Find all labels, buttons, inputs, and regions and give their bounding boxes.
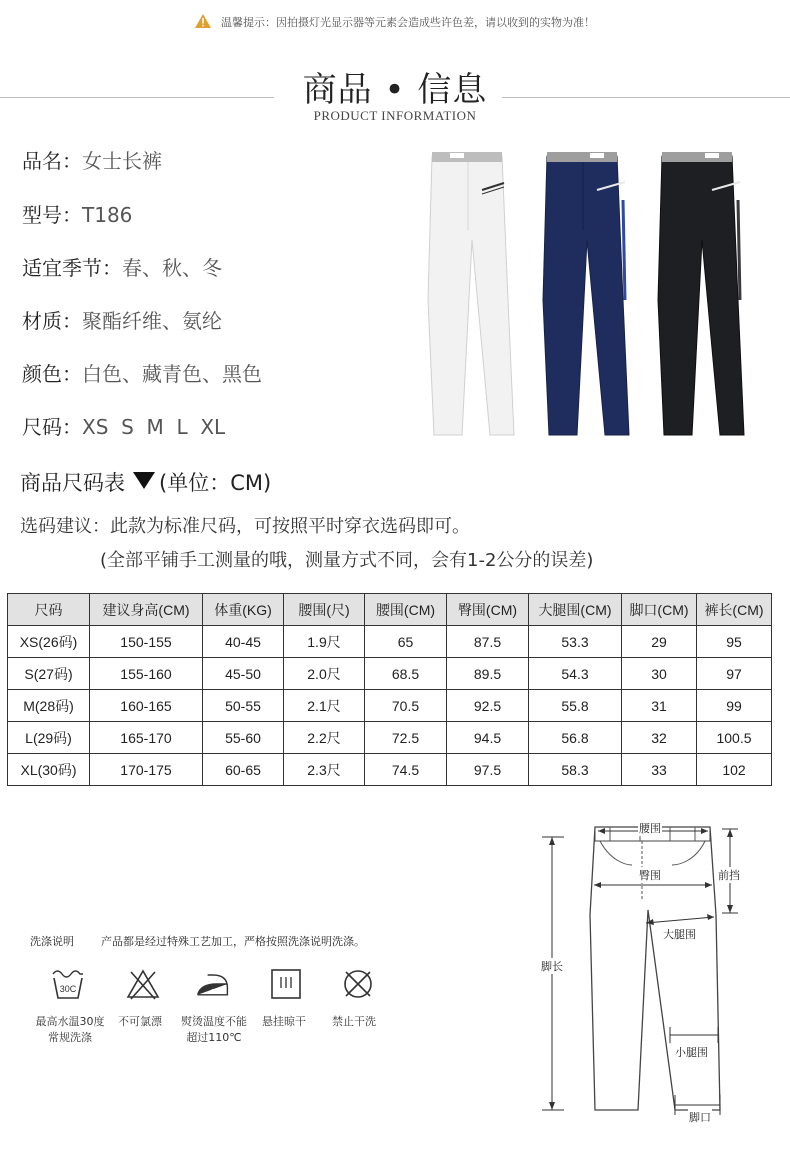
- table-cell: 60-65: [203, 754, 284, 786]
- table-cell: 170-175: [90, 754, 203, 786]
- table-cell: 72.5: [365, 722, 447, 754]
- table-cell: 54.3: [529, 658, 622, 690]
- table-row: [8, 626, 772, 658]
- info-row-size: 尺码：XS S M L XL: [22, 415, 226, 439]
- care-label-dryclean: 禁止干洗: [332, 1015, 376, 1028]
- table-cell: 87.5: [447, 626, 529, 658]
- table-cell: 2.3尺: [284, 754, 365, 786]
- hang-dry-icon: [268, 966, 304, 1002]
- table-cell: 155-160: [90, 658, 203, 690]
- size-chart-heading: 商品尺码表 (单位：CM): [20, 471, 272, 495]
- table-header-row: [8, 594, 772, 626]
- table-cell: 2.0尺: [284, 658, 365, 690]
- table-cell: 97: [697, 658, 772, 690]
- table-cell: 55-60: [203, 722, 284, 754]
- table-row: [8, 722, 772, 754]
- table-cell: 58.3: [529, 754, 622, 786]
- info-row-name: 品名：女士长裤: [22, 149, 162, 173]
- no-dry-clean-icon: [340, 966, 376, 1002]
- table-header-cell: 大腿围(CM): [529, 594, 622, 626]
- table-cell: 89.5: [447, 658, 529, 690]
- table-cell: 33: [622, 754, 697, 786]
- diagram-label-thigh: 大腿围: [663, 928, 696, 941]
- section-title: 商品 • 信息: [302, 70, 488, 110]
- care-label-iron: 熨烫温度不能 超过110℃: [181, 1015, 247, 1044]
- pants-photo-black: [650, 150, 755, 440]
- notice-bar: [0, 14, 790, 31]
- table-cell: 53.3: [529, 626, 622, 658]
- triangle-down-icon: [133, 472, 155, 489]
- table-cell: 102: [697, 754, 772, 786]
- table-cell: 74.5: [365, 754, 447, 786]
- warning-icon: [195, 14, 211, 31]
- table-cell: 150-155: [90, 626, 203, 658]
- care-label-wash: 最高水温30度 常规洗涤: [35, 1015, 105, 1044]
- diagram-label-calf: 小腿围: [675, 1046, 708, 1059]
- table-header-cell: 脚口(CM): [622, 594, 697, 626]
- table-cell: 68.5: [365, 658, 447, 690]
- pants-photo-navy: [535, 150, 640, 440]
- table-row: [8, 754, 772, 786]
- table-cell: 40-45: [203, 626, 284, 658]
- table-cell: 50-55: [203, 690, 284, 722]
- diagram-label-hip: 臀围: [639, 869, 661, 882]
- size-table: [7, 593, 772, 786]
- info-row-season: 适宜季节：春、秋、冬: [22, 256, 222, 280]
- svg-text:30C: 30C: [59, 984, 77, 994]
- iron-icon: [195, 966, 231, 1002]
- table-row: [8, 658, 772, 690]
- table-cell: 1.9尺: [284, 626, 365, 658]
- table-cell: 100.5: [697, 722, 772, 754]
- table-cell: 65: [365, 626, 447, 658]
- table-cell: 99: [697, 690, 772, 722]
- table-cell: 95: [697, 626, 772, 658]
- table-cell: 30: [622, 658, 697, 690]
- wash-30-icon: [50, 966, 86, 1002]
- info-row-model: 型号：T186: [22, 203, 133, 227]
- table-cell: 29: [622, 626, 697, 658]
- table-cell: 32: [622, 722, 697, 754]
- diagram-label-hem: 脚口: [689, 1111, 711, 1124]
- measurement-diagram: [530, 805, 780, 1140]
- table-cell: 56.8: [529, 722, 622, 754]
- care-label-bleach: 不可氯漂: [118, 1015, 162, 1028]
- table-cell: 55.8: [529, 690, 622, 722]
- table-cell: 2.1尺: [284, 690, 365, 722]
- table-header-cell: 腰围(尺): [284, 594, 365, 626]
- table-cell: 94.5: [447, 722, 529, 754]
- no-bleach-icon: [125, 966, 161, 1002]
- table-cell: 31: [622, 690, 697, 722]
- table-header-cell: 裤长(CM): [697, 594, 772, 626]
- table-cell: 160-165: [90, 690, 203, 722]
- diagram-label-rise: 前挡: [718, 869, 740, 882]
- table-cell: XL(30码): [8, 754, 90, 786]
- info-row-color: 颜色：白色、藏青色、黑色: [22, 362, 262, 386]
- table-cell: S(27码): [8, 658, 90, 690]
- table-header-cell: 体重(KG): [203, 594, 284, 626]
- care-title: 洗涤说明: [30, 935, 74, 948]
- table-header-cell: 臀围(CM): [447, 594, 529, 626]
- section-subtitle: PRODUCT INFORMATION: [313, 108, 477, 123]
- table-cell: L(29码): [8, 722, 90, 754]
- size-advice: 选码建议：此款为标准尺码，可按照平时穿衣选码即可。: [20, 516, 470, 537]
- table-cell: 45-50: [203, 658, 284, 690]
- table-header-cell: 尺码: [8, 594, 90, 626]
- measurement-note: (全部平铺手工测量的哦，测量方式不同，会有1-2公分的误差): [100, 550, 594, 571]
- table-cell: 2.2尺: [284, 722, 365, 754]
- table-header-cell: 腰围(CM): [365, 594, 447, 626]
- table-row: [8, 690, 772, 722]
- care-description: 产品都是经过特殊工艺加工，严格按照洗涤说明洗涤。: [101, 935, 365, 948]
- care-label-hang: 悬挂晾干: [262, 1015, 306, 1028]
- table-cell: M(28码): [8, 690, 90, 722]
- table-cell: 92.5: [447, 690, 529, 722]
- info-row-material: 材质：聚酯纤维、氨纶: [22, 309, 222, 333]
- table-cell: 70.5: [365, 690, 447, 722]
- table-cell: 97.5: [447, 754, 529, 786]
- table-header-cell: 建议身高(CM): [90, 594, 203, 626]
- diagram-label-length: 脚长: [541, 960, 563, 973]
- table-cell: 165-170: [90, 722, 203, 754]
- notice-text: 温馨提示：因拍摄灯光显示器等元素会造成些许色差，请以收到的实物为准！: [221, 16, 595, 29]
- diagram-label-waist: 腰围: [639, 822, 661, 835]
- table-cell: XS(26码): [8, 626, 90, 658]
- pants-photo-white: [420, 150, 525, 440]
